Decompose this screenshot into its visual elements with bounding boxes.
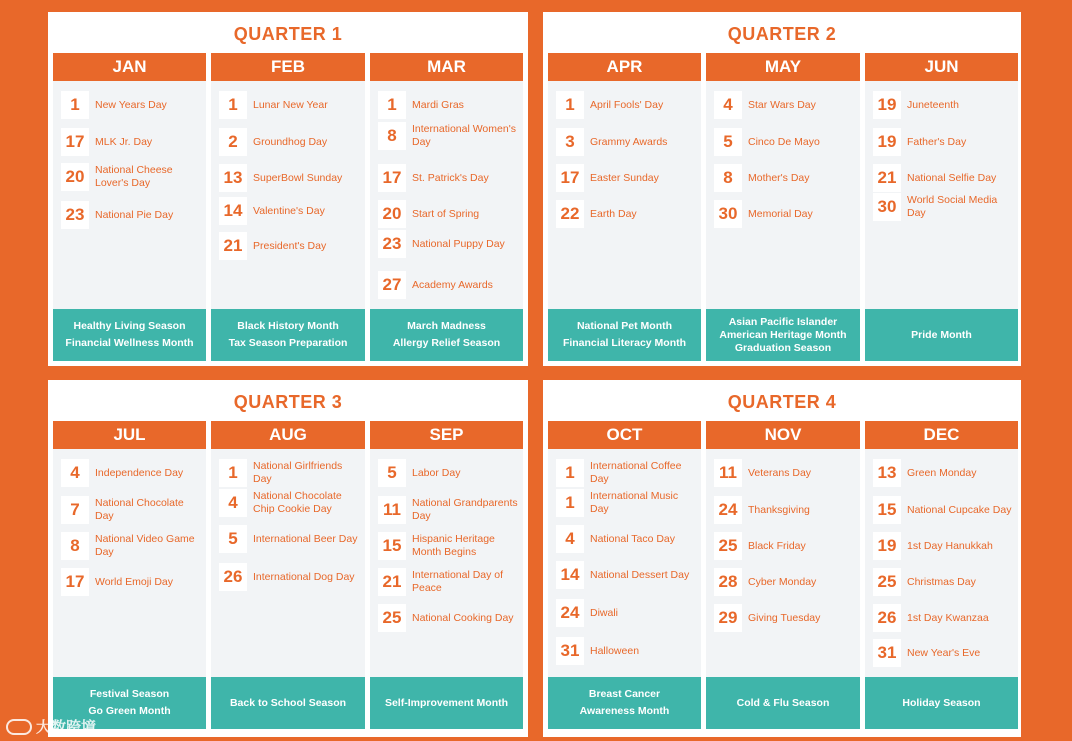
event-name: National Grandparents Day — [412, 497, 518, 522]
month-column-sep — [370, 421, 523, 729]
event-name: Mardi Gras — [412, 98, 464, 111]
season-label: Asian Pacific Islander — [728, 315, 838, 328]
event-day: 7 — [61, 496, 89, 524]
event-item — [556, 599, 697, 627]
event-name: National Taco Day — [590, 532, 676, 545]
event-day: 1 — [219, 91, 247, 119]
event-day: 11 — [378, 496, 406, 524]
event-item — [219, 91, 361, 119]
season-label: Awareness Month — [579, 705, 670, 717]
event-item — [219, 459, 361, 487]
event-day: 29 — [714, 604, 742, 632]
event-name: International Coffee Day — [590, 460, 682, 485]
event-item — [378, 200, 519, 228]
season-label: Healthy Living Season — [73, 320, 186, 332]
event-day: 19 — [873, 128, 901, 156]
quarter-4-panel — [543, 380, 1021, 737]
event-name: National Cupcake Day — [907, 503, 1012, 516]
event-name: New Years Day — [95, 98, 167, 111]
event-day: 31 — [556, 637, 584, 665]
event-item — [378, 496, 519, 524]
month-season-footer — [548, 677, 701, 729]
month-header: MAR — [370, 53, 523, 81]
event-item — [556, 489, 697, 517]
event-name: International Women's Day — [412, 123, 516, 148]
season-label: Holiday Season — [902, 696, 981, 709]
event-item — [873, 496, 1014, 524]
event-name: National Girlfriends Day — [253, 460, 343, 485]
month-header: AUG — [211, 421, 365, 449]
event-name: SuperBowl Sunday — [253, 171, 343, 184]
season-label: Cold & Flu Season — [736, 696, 830, 709]
event-item — [556, 200, 697, 228]
event-item — [378, 122, 519, 150]
event-name: Giving Tuesday — [748, 611, 821, 624]
month-header: NOV — [706, 421, 860, 449]
event-item — [61, 459, 202, 487]
event-day: 21 — [873, 164, 901, 192]
event-item — [556, 128, 697, 156]
event-day: 13 — [873, 459, 901, 487]
event-name: National Chocolate Chip Cookie Day — [253, 490, 342, 515]
season-label: National Pet Month — [576, 320, 673, 332]
event-day: 23 — [61, 201, 89, 229]
event-day: 14 — [219, 197, 247, 225]
event-day: 1 — [61, 91, 89, 119]
event-name: Hispanic Heritage Month Begins — [412, 533, 495, 558]
event-day: 1 — [219, 459, 247, 487]
event-day: 4 — [714, 91, 742, 119]
month-header: DEC — [865, 421, 1018, 449]
event-item — [873, 91, 1014, 119]
event-item — [378, 459, 519, 487]
month-column-nov — [706, 421, 860, 729]
month-column-jan — [53, 53, 206, 361]
event-day: 28 — [714, 568, 742, 596]
event-item — [378, 532, 519, 560]
watermark-text: 大数跨境 — [36, 719, 97, 736]
quarter-3-panel — [48, 380, 528, 737]
event-item — [556, 637, 697, 665]
month-season-footer — [706, 309, 860, 361]
season-label: Festival Season — [89, 688, 170, 700]
event-name: Memorial Day — [748, 207, 813, 220]
event-item — [873, 639, 1014, 667]
event-item — [714, 128, 856, 156]
event-name: Diwali — [590, 606, 619, 619]
event-name: Groundhog Day — [253, 135, 328, 148]
event-item — [714, 568, 856, 596]
event-item — [219, 232, 361, 260]
event-item — [61, 201, 202, 229]
month-header: APR — [548, 53, 701, 81]
event-name: Academy Awards — [412, 278, 493, 291]
watermark-logo-icon — [6, 719, 32, 735]
event-day: 25 — [714, 532, 742, 560]
event-name: Valentine's Day — [253, 204, 325, 217]
month-season-footer — [865, 677, 1018, 729]
month-column-may — [706, 53, 860, 361]
event-item — [378, 91, 519, 119]
event-name: Star Wars Day — [748, 98, 816, 111]
event-day: 22 — [556, 200, 584, 228]
event-name: National Cooking Day — [412, 611, 514, 624]
event-day: 19 — [873, 91, 901, 119]
event-name: International Music Day — [590, 490, 679, 515]
event-day: 1 — [556, 489, 584, 517]
event-name: Cyber Monday — [748, 575, 817, 588]
event-name: Easter Sunday — [590, 171, 659, 184]
season-label: Black History Month — [237, 320, 339, 332]
event-name: Labor Day — [412, 466, 461, 479]
month-season-footer — [370, 309, 523, 361]
season-label: Financial Wellness Month — [65, 337, 194, 349]
event-name: Independence Day — [95, 466, 184, 479]
season-label: Breast Cancer — [588, 688, 661, 700]
month-season-footer — [548, 309, 701, 361]
month-header: FEB — [211, 53, 365, 81]
event-item — [714, 604, 856, 632]
season-label: Allergy Relief Season — [392, 337, 501, 349]
event-day: 21 — [219, 232, 247, 260]
event-day: 27 — [378, 271, 406, 299]
event-name: President's Day — [253, 239, 327, 252]
quarter-title: QUARTER 2 — [727, 24, 837, 44]
event-item — [378, 568, 519, 596]
event-day: 20 — [378, 200, 406, 228]
event-name: 1st Day Kwanzaa — [907, 611, 989, 624]
month-header: MAY — [706, 53, 860, 81]
month-column-feb — [211, 53, 365, 361]
month-column-jun — [865, 53, 1018, 361]
event-item — [378, 164, 519, 192]
season-label: Tax Season Preparation — [228, 337, 348, 349]
event-item — [873, 193, 1014, 221]
season-label: Go Green Month — [88, 705, 171, 717]
event-item — [61, 532, 202, 560]
event-item — [61, 568, 202, 596]
season-label: Pride Month — [911, 328, 972, 341]
event-day: 31 — [873, 639, 901, 667]
event-name: New Year's Eve — [907, 646, 981, 659]
event-item — [219, 489, 361, 517]
season-label: Financial Literacy Month — [562, 337, 687, 349]
event-item — [873, 604, 1014, 632]
event-name: Halloween — [590, 644, 640, 657]
month-header: JAN — [53, 53, 206, 81]
event-name: Start of Spring — [412, 207, 480, 220]
event-name: Veterans Day — [748, 466, 812, 479]
event-day: 1 — [556, 91, 584, 119]
event-name: St. Patrick's Day — [412, 171, 489, 184]
event-item — [219, 525, 361, 553]
event-day: 8 — [378, 122, 406, 150]
event-item — [219, 164, 361, 192]
event-day: 8 — [714, 164, 742, 192]
season-label: Self-Improvement Month — [384, 696, 509, 709]
event-day: 21 — [378, 568, 406, 596]
event-name: Father's Day — [907, 135, 967, 148]
season-label: March Madness — [407, 320, 486, 332]
quarter-title: QUARTER 1 — [233, 24, 343, 44]
event-day: 5 — [378, 459, 406, 487]
event-day: 15 — [873, 496, 901, 524]
event-name: Lunar New Year — [253, 98, 328, 111]
event-name: Juneteenth — [907, 98, 959, 111]
watermark — [6, 716, 96, 737]
event-item — [873, 459, 1014, 487]
event-day: 25 — [873, 568, 901, 596]
event-day: 17 — [61, 568, 89, 596]
event-day: 5 — [714, 128, 742, 156]
month-column-aug — [211, 421, 365, 729]
event-day: 17 — [61, 128, 89, 156]
event-name: Green Monday — [907, 466, 977, 479]
quarter-title: QUARTER 4 — [727, 392, 837, 412]
event-item — [873, 532, 1014, 560]
event-day: 24 — [556, 599, 584, 627]
event-day: 4 — [556, 525, 584, 553]
event-name: 1st Day Hanukkah — [907, 539, 993, 552]
event-item — [873, 568, 1014, 596]
event-item — [378, 271, 519, 299]
event-item — [219, 128, 361, 156]
event-day: 17 — [556, 164, 584, 192]
month-season-footer — [53, 309, 206, 361]
event-name: April Fools' Day — [590, 98, 664, 111]
event-item — [556, 459, 697, 487]
event-item — [714, 459, 856, 487]
month-season-footer — [865, 309, 1018, 361]
event-item — [556, 164, 697, 192]
month-header: JUN — [865, 53, 1018, 81]
month-column-apr — [548, 53, 701, 361]
event-name: International Day of Peace — [412, 569, 504, 594]
event-item — [219, 563, 361, 591]
event-item — [61, 163, 202, 191]
month-column-dec — [865, 421, 1018, 729]
event-name: Mother's Day — [748, 171, 810, 184]
month-season-footer — [370, 677, 523, 729]
month-header: JUL — [53, 421, 206, 449]
event-item — [714, 164, 856, 192]
event-day: 19 — [873, 532, 901, 560]
event-day: 13 — [219, 164, 247, 192]
event-day: 26 — [873, 604, 901, 632]
event-name: Cinco De Mayo — [748, 135, 820, 148]
event-name: World Social Media Day — [907, 194, 998, 219]
event-day: 17 — [378, 164, 406, 192]
quarter-2-panel — [543, 12, 1021, 366]
event-day: 5 — [219, 525, 247, 553]
event-item — [714, 200, 856, 228]
event-day: 15 — [378, 532, 406, 560]
month-column-oct — [548, 421, 701, 729]
event-day: 14 — [556, 561, 584, 589]
event-name: Thanksgiving — [748, 503, 810, 516]
month-header: OCT — [548, 421, 701, 449]
event-item — [714, 91, 856, 119]
event-item — [61, 91, 202, 119]
event-day: 4 — [61, 459, 89, 487]
month-season-footer — [211, 677, 365, 729]
event-day: 25 — [378, 604, 406, 632]
event-name: International Dog Day — [253, 570, 355, 583]
event-day: 8 — [61, 532, 89, 560]
event-name: World Emoji Day — [95, 575, 173, 588]
event-day: 30 — [714, 200, 742, 228]
event-name: Black Friday — [748, 539, 806, 552]
quarter-title: QUARTER 3 — [233, 392, 343, 412]
event-name: MLK Jr. Day — [95, 135, 153, 148]
event-name: Grammy Awards — [590, 135, 668, 148]
event-day: 20 — [61, 163, 89, 191]
event-day: 24 — [714, 496, 742, 524]
season-label: Graduation Season — [734, 341, 832, 354]
event-item — [61, 128, 202, 156]
event-name: Christmas Day — [907, 575, 976, 588]
event-name: Earth Day — [590, 207, 637, 220]
event-item — [556, 525, 697, 553]
event-name: National Puppy Day — [412, 237, 505, 250]
month-column-jul — [53, 421, 206, 729]
event-day: 1 — [556, 459, 584, 487]
month-column-mar — [370, 53, 523, 361]
event-item — [378, 604, 519, 632]
event-name: National Cheese Lover's Day — [95, 164, 173, 189]
event-item — [873, 164, 1014, 192]
event-day: 11 — [714, 459, 742, 487]
event-item — [61, 496, 202, 524]
season-label: Back to School Season — [229, 696, 347, 709]
month-header: SEP — [370, 421, 523, 449]
month-season-footer — [706, 677, 860, 729]
event-day: 26 — [219, 563, 247, 591]
quarter-1-panel — [48, 12, 528, 366]
event-name: National Video Game Day — [95, 533, 195, 558]
event-item — [219, 197, 361, 225]
event-day: 30 — [873, 193, 901, 221]
event-day: 3 — [556, 128, 584, 156]
event-item — [873, 128, 1014, 156]
event-item — [714, 496, 856, 524]
event-day: 2 — [219, 128, 247, 156]
event-name: National Dessert Day — [590, 568, 690, 581]
event-item — [556, 561, 697, 589]
event-item — [556, 91, 697, 119]
season-label: American Heritage Month — [719, 328, 847, 341]
event-day: 23 — [378, 230, 406, 258]
event-day: 1 — [378, 91, 406, 119]
event-name: National Pie Day — [95, 208, 174, 221]
event-name: National Selfie Day — [907, 171, 997, 184]
event-day: 4 — [219, 489, 247, 517]
event-item — [378, 230, 519, 258]
month-season-footer — [211, 309, 365, 361]
event-name: International Beer Day — [253, 532, 358, 545]
event-item — [714, 532, 856, 560]
event-name: National Chocolate Day — [95, 497, 184, 522]
